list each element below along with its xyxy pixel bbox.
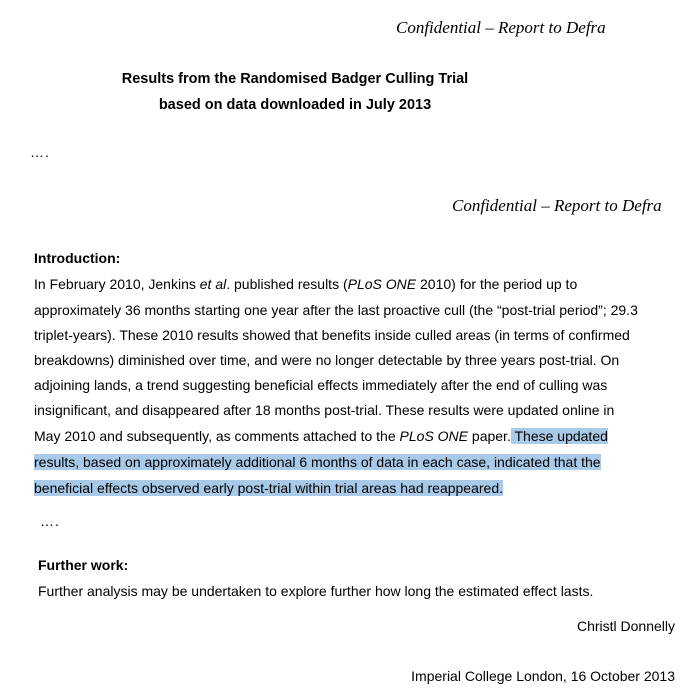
intro-line-3: triplet-years). These 2010 results showed that benefits inside culled areas (in terms of confirmed — [34, 327, 630, 343]
further-work-heading: Further work: — [38, 557, 129, 573]
intro-line-9 — [34, 480, 503, 496]
document-title-line-1: Results from the Randomised Badger Culling Trial — [121, 71, 469, 87]
ellipsis-separator: …. — [30, 144, 50, 160]
intro-line-6: insignificant, and disappeared after 18 months post-trial. These results were updated online in — [34, 402, 615, 418]
intro-line-8 — [34, 454, 601, 470]
confidential-label: Confidential — [396, 18, 481, 37]
report-to-defra-label: Report to Defra — [554, 196, 662, 215]
author-name: Christl Donnelly — [576, 618, 675, 634]
ellipsis-separator: …. — [40, 513, 60, 529]
further-work-text: Further analysis may be undertaken to explore further how long the estimated effect lasts. — [38, 583, 594, 599]
intro-line-1: In February 2010, Jenkins et al. published results (PLoS ONE 2010) for the period up to — [34, 276, 578, 292]
introduction-heading: Introduction: — [34, 250, 121, 266]
report-to-defra-label: Report to Defra — [498, 18, 606, 37]
intro-line-5: adjoining lands, a trend suggesting beneficial effects immediately after the end of culling was — [34, 377, 608, 393]
highlighted-text: results, based on approximately additional 6 months of data in each case, indicated that the — [34, 454, 601, 470]
highlighted-text: beneficial effects observed early post-trial within trial areas had reappeared. — [34, 480, 503, 496]
affiliation-date: Imperial College London, 16 October 2013 — [411, 668, 675, 684]
confidential-header-top — [396, 18, 606, 38]
header-dash: – — [537, 196, 554, 215]
document-title-line-2: based on data downloaded in July 2013 — [158, 97, 432, 113]
intro-line-7: May 2010 and subsequently, as comments attached to the PLoS ONE paper. These updated — [34, 428, 608, 444]
highlighted-text: These updated — [510, 428, 608, 444]
confidential-label: Confidential — [452, 196, 537, 215]
intro-line-2: approximately 36 months starting one year after the last proactive cull (the “post-trial period”; 29.3 — [34, 302, 638, 318]
intro-line-4: breakdowns) diminished over time, and were no longer detectable by three years post-trial. On — [34, 352, 620, 368]
confidential-header-second — [452, 196, 662, 216]
header-dash: – — [481, 18, 498, 37]
